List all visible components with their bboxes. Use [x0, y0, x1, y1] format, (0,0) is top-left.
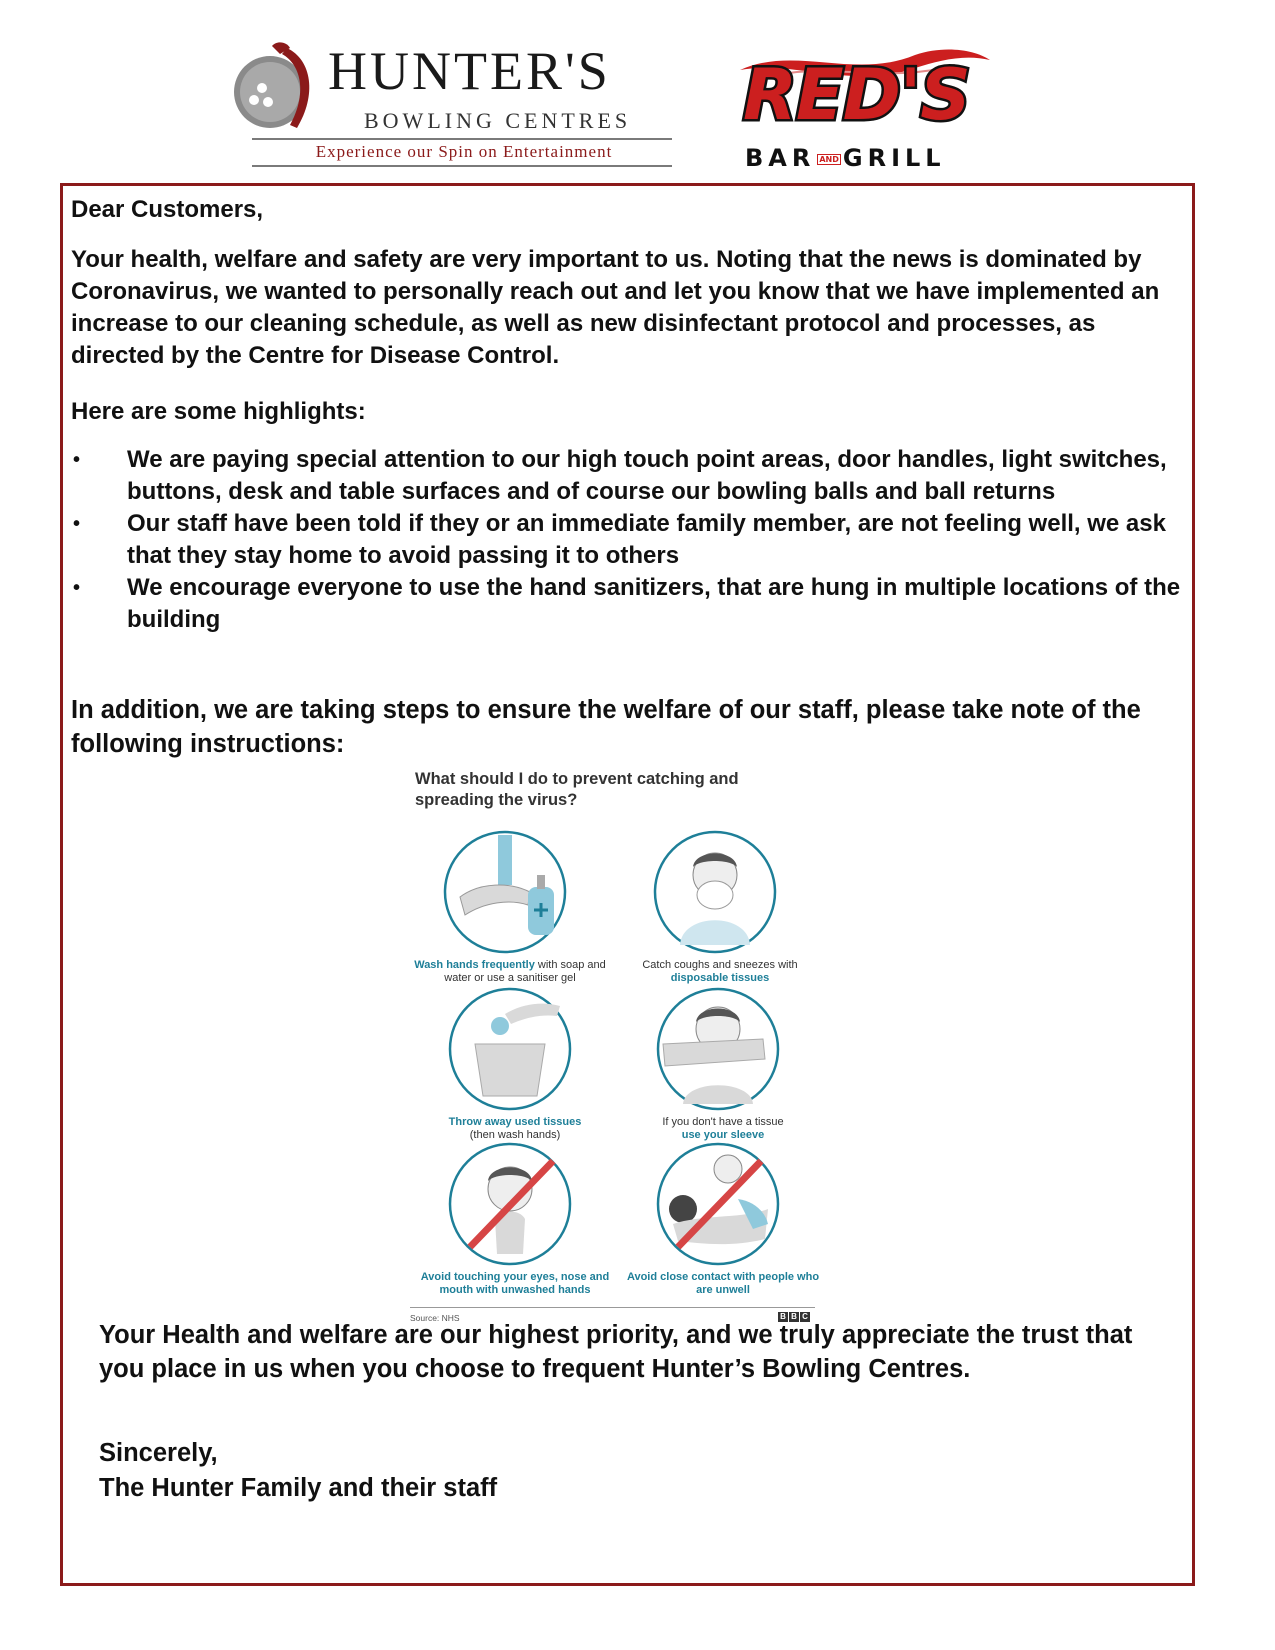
- bbc-letter: B: [789, 1312, 799, 1322]
- no-close-contact-icon: [653, 1139, 783, 1269]
- list-item: [71, 508, 1181, 572]
- highlights-heading: Here are some highlights:: [71, 398, 366, 425]
- caption-highlight: disposable tissues: [670, 972, 770, 984]
- cough-tissue-icon: [650, 827, 780, 957]
- divider: [252, 138, 672, 140]
- hunters-subtitle: BOWLING CENTRES: [364, 108, 632, 133]
- tile-caption: [405, 959, 615, 985]
- bowling-ball-logo-icon: [232, 40, 332, 135]
- bullet-icon: •: [73, 513, 81, 535]
- reds-sub-bar: BAR: [745, 144, 816, 172]
- tile-caption: [410, 1271, 620, 1297]
- infographic-tile: [618, 1139, 820, 1296]
- infographic-title: What should I do to prevent catching and spreading the virus?: [415, 770, 739, 809]
- sign-off: Sincerely,: [99, 1439, 218, 1467]
- caption-text: (then wash hands): [469, 1129, 561, 1141]
- list-item: [71, 572, 1181, 636]
- intro-paragraph: Your health, welfare and safety are very important to us. Noting that the news is dominated by Coronavirus, we wanted to personally reach out and let you know that we have implemented an increase to our cleaning schedule, as well as new disinfectant protocol and processes, as directed by the Centre for Disease Control.: [71, 246, 1160, 369]
- infographic-tile: [410, 1139, 610, 1296]
- bbc-letter: C: [800, 1312, 810, 1322]
- hand-washing-icon: [440, 827, 570, 957]
- infographic-source: Source: NHS: [410, 1313, 460, 1323]
- list-item-text: We are paying special attention to our high touch point areas, door handles, light switches, buttons, desk and table surfaces and of course our bowling balls and ball returns: [127, 446, 1167, 505]
- reds-sub-grill: GRILL: [842, 144, 946, 172]
- list-item: [71, 444, 1181, 508]
- reds-subtitle: [745, 144, 946, 172]
- tissue-bin-icon: [445, 984, 575, 1114]
- greeting: Dear Customers,: [71, 196, 264, 223]
- bullet-icon: •: [73, 449, 81, 471]
- virus-prevention-infographic: [405, 769, 835, 1329]
- infographic-tile: [615, 827, 815, 984]
- divider: [252, 165, 672, 167]
- hunters-logo: [232, 30, 682, 170]
- list-item-text: Our staff have been told if they or an immediate family member, are not feeling well, we ask that they stay home to avoid passing it to others: [127, 510, 1166, 569]
- caption-highlight: Wash hands frequently: [414, 959, 535, 971]
- reds-logo: [735, 40, 995, 170]
- bullet-icon: •: [73, 577, 81, 599]
- hunters-wordmark: HUNTER'S: [328, 41, 611, 101]
- divider: [410, 1307, 815, 1308]
- caption-text: If you don't have a tissue: [662, 1116, 784, 1128]
- caption-text: with soap and water or use a sanitiser gel: [444, 959, 606, 984]
- closing-paragraph: Your Health and welfare are our highest priority, and we truly appreciate the trust that you place in us when you choose to frequent Hunter’s Bowling Centres.: [99, 1321, 1133, 1383]
- infographic-tile: [405, 827, 606, 984]
- caption-highlight: Throw away used tissues: [448, 1116, 582, 1128]
- caption-text: Catch coughs and sneezes with: [642, 959, 798, 971]
- caption-highlight: Avoid touching your eyes, nose and mouth with unwashed hands: [420, 1271, 610, 1296]
- sleeve-cough-icon: [653, 984, 783, 1114]
- no-face-touch-icon: [445, 1139, 575, 1269]
- reds-wordmark: RED'S: [743, 54, 970, 136]
- caption-highlight: use your sleeve: [681, 1129, 765, 1141]
- hunters-tagline: Experience our Spin on Entertainment: [315, 142, 613, 161]
- tile-caption: [618, 1271, 828, 1297]
- signature: The Hunter Family and their staff: [99, 1474, 498, 1502]
- addition-paragraph: In addition, we are taking steps to ensure the welfare of our staff, please take note of the following instructions:: [71, 696, 1141, 758]
- caption-highlight: Avoid close contact with people who are unwell: [626, 1271, 820, 1296]
- letter-frame: [60, 183, 1195, 1586]
- highlights-list: [71, 444, 1181, 636]
- list-item-text: We encourage everyone to use the hand sanitizers, that are hung in multiple locations of the building: [127, 574, 1181, 633]
- bbc-letter: B: [778, 1312, 788, 1322]
- infographic-tile: [618, 984, 818, 1141]
- tile-caption: [615, 959, 825, 985]
- reds-sub-and: AND: [819, 154, 839, 164]
- infographic-tile: [410, 984, 610, 1141]
